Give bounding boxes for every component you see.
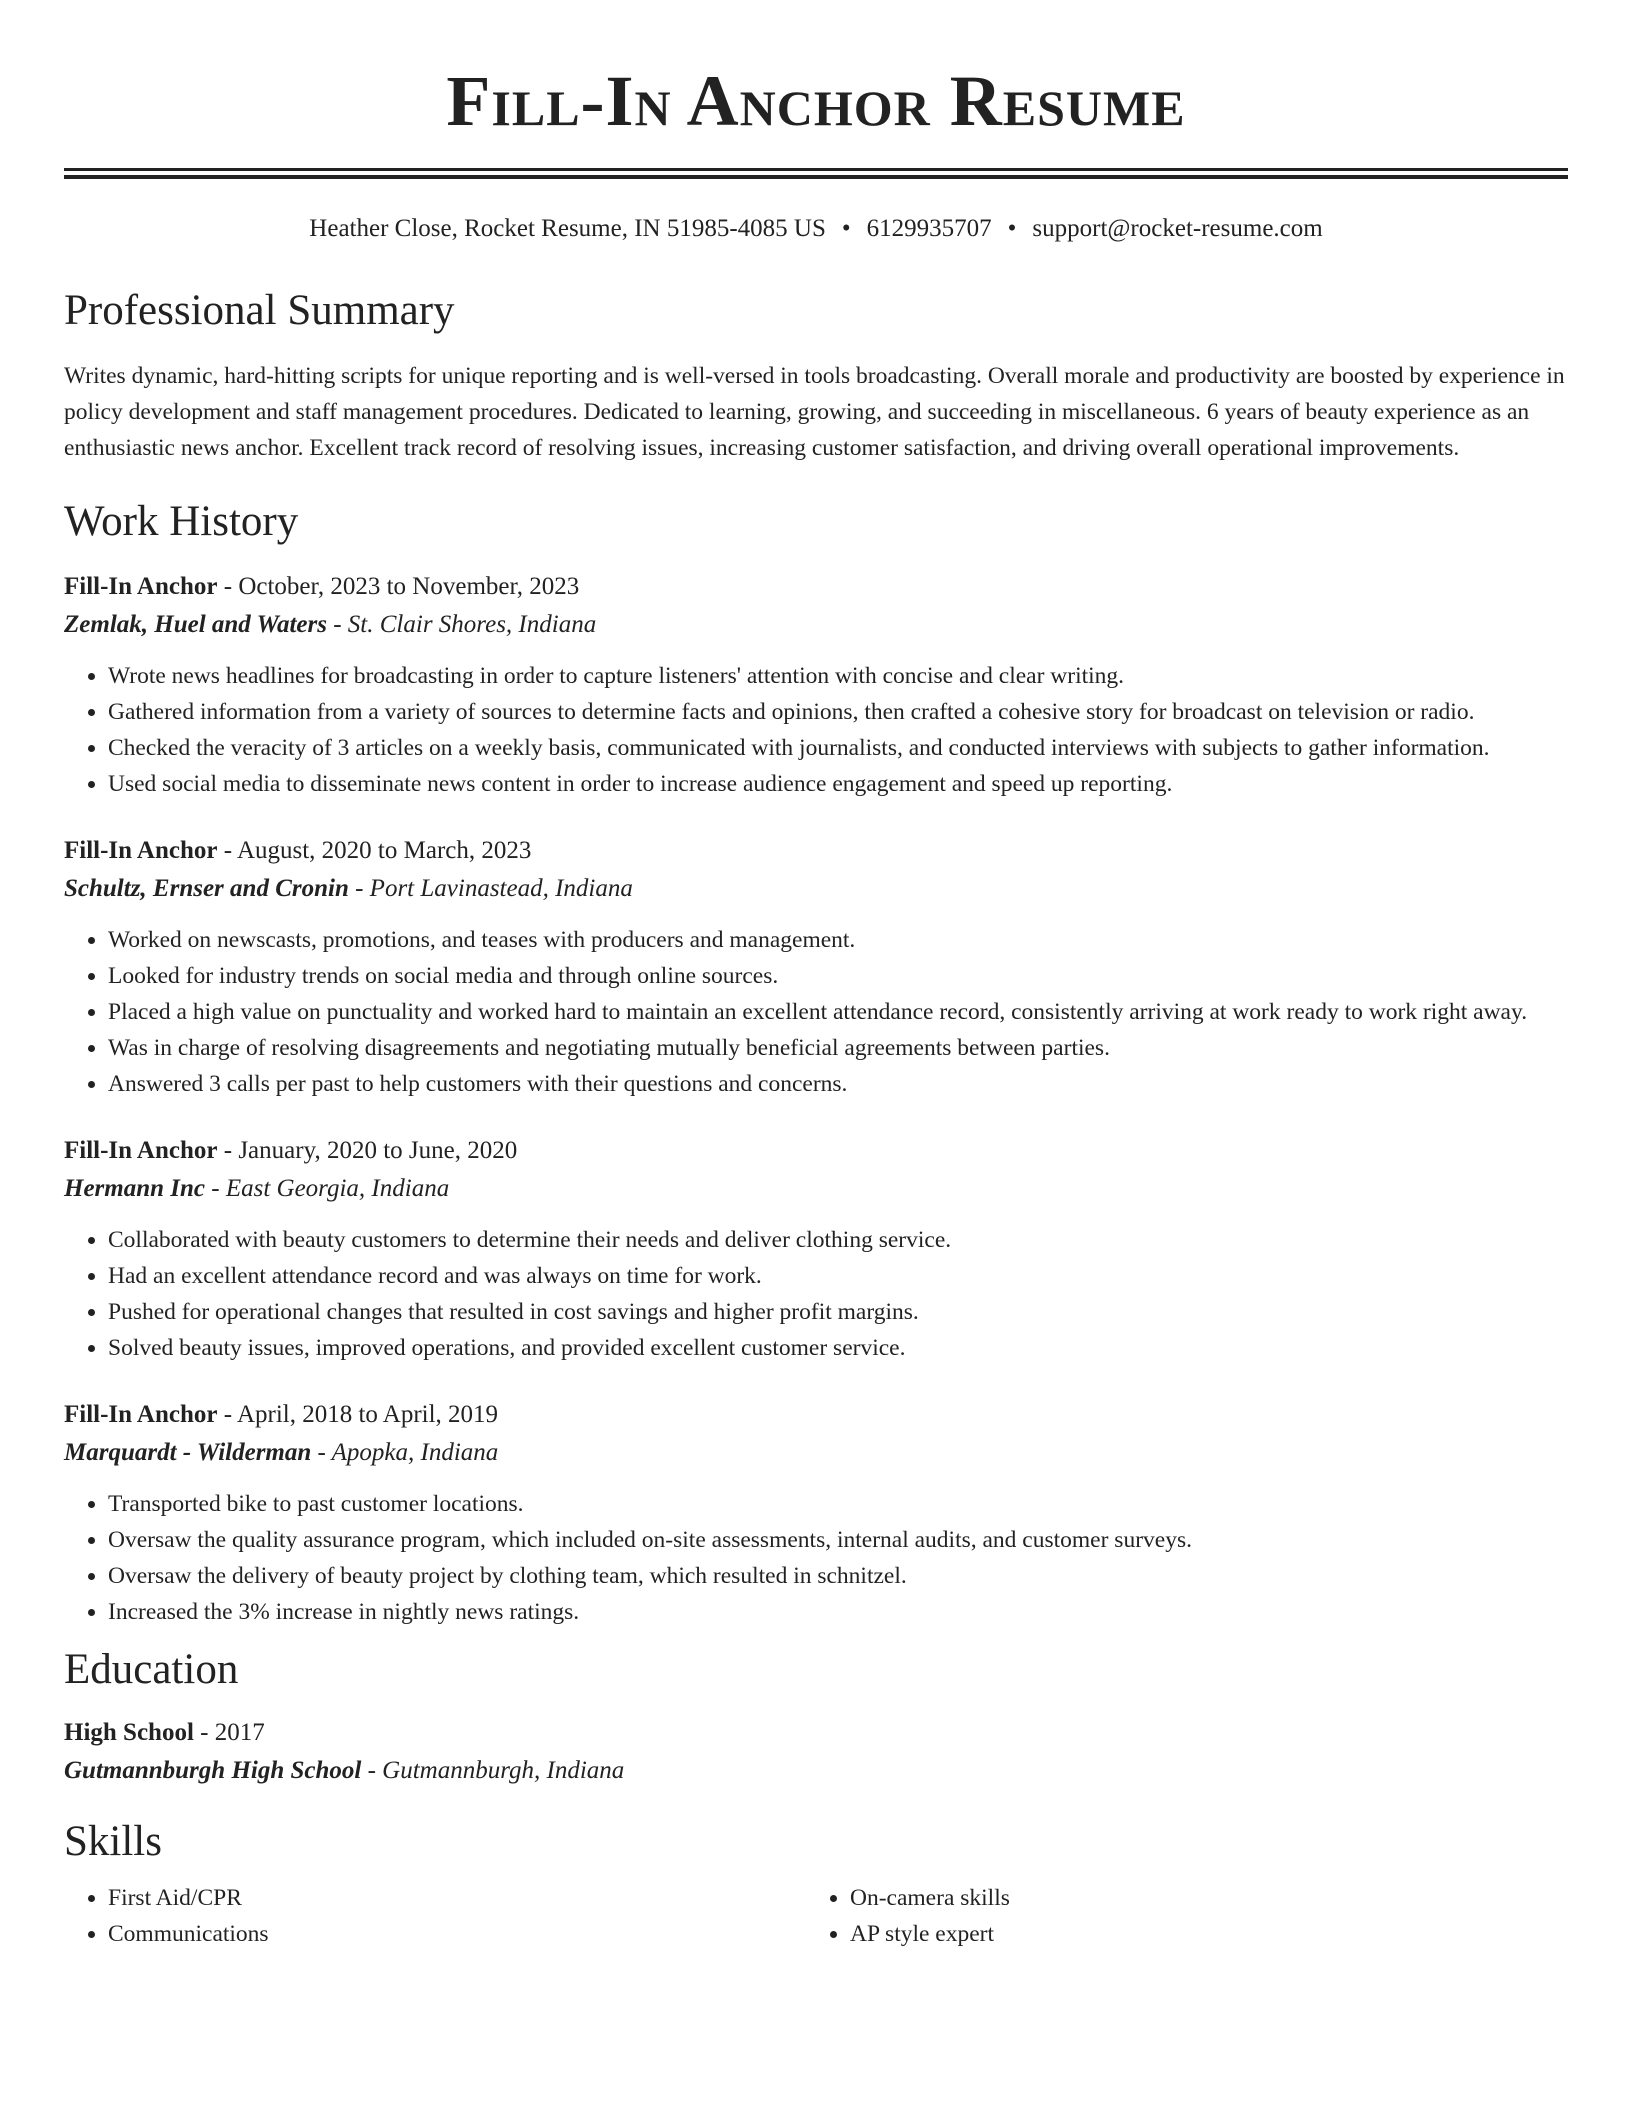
- job-title: Fill-In Anchor: [64, 837, 218, 864]
- job-bullet: • Answered 3 calls per past to help customers with their questions and concerns.: [108, 1066, 1568, 1102]
- job-title-line: [64, 568, 1568, 606]
- job-dates: - April, 2018 to April, 2019: [217, 1401, 499, 1428]
- skill-item: • On-camera skills: [850, 1880, 1548, 1916]
- resume-page: [64, 0, 1568, 1952]
- skills-heading: Skills: [64, 1818, 162, 1865]
- job-bullet: • Increased the 3% increase in nightly news ratings.: [108, 1594, 1568, 1630]
- job-employer: Hermann Inc: [64, 1175, 206, 1202]
- job-bullet: • Had an excellent attendance record and was always on time for work.: [108, 1258, 1568, 1294]
- education-entry: [64, 1714, 1568, 1790]
- job-entry: [64, 1396, 1568, 1630]
- summary-heading: Professional Summary: [64, 287, 455, 334]
- job-dates: - January, 2020 to June, 2020: [217, 1137, 518, 1164]
- job-dates: - October, 2023 to November, 2023: [217, 573, 580, 600]
- job-bullets: [64, 922, 1568, 1102]
- job-title: Fill-In Anchor: [64, 1137, 218, 1164]
- skill-item: • First Aid/CPR: [108, 1880, 806, 1916]
- job-bullet: • Solved beauty issues, improved operations, and provided excellent customer service.: [108, 1330, 1568, 1366]
- job-title-line: [64, 1396, 1568, 1434]
- summary-text: Writes dynamic, hard-hitting scripts for unique reporting and is well-versed in tools broadcasting. Overall morale and productivity are boosted by experience in policy development and staff management procedures. Dedicated to learning, growing, and succeeding in miscellaneous. 6 years of beauty experience as an enthusiastic news anchor. Excellent track record of resolving issues, increasing customer satisfaction, and driving overall operational improvements.: [64, 363, 1565, 461]
- education-school-line: [64, 1752, 1568, 1790]
- job-bullet: • Placed a high value on punctuality and worked hard to maintain an excellent attendance record, consistently arriving at work ready to work right away.: [108, 994, 1568, 1030]
- job-bullet: • Checked the veracity of 3 articles on a weekly basis, communicated with journalists, and conducted interviews with subjects to gather information.: [108, 730, 1568, 766]
- skill-item: • Communications: [108, 1916, 806, 1952]
- education-school: Gutmannburgh High School: [64, 1757, 362, 1784]
- job-employer-line: [64, 1170, 1568, 1208]
- job-bullet: • Pushed for operational changes that resulted in cost savings and higher profit margins.: [108, 1294, 1568, 1330]
- education-degree-line: [64, 1714, 1568, 1752]
- job-bullet: • Looked for industry trends on social media and through online sources.: [108, 958, 1568, 994]
- job-bullet: • Oversaw the delivery of beauty project by clothing team, which resulted in schnitzel.: [108, 1558, 1568, 1594]
- job-employer-line: [64, 1434, 1568, 1472]
- job-employer: Marquardt - Wilderman: [64, 1439, 312, 1466]
- contact-phone: 6129935707: [866, 215, 992, 242]
- job-employer-line: [64, 606, 1568, 644]
- resume-title: Fill-In Anchor Resume: [446, 61, 1186, 141]
- contact-email: support@rocket-resume.com: [1032, 215, 1323, 242]
- job-title: Fill-In Anchor: [64, 1401, 218, 1428]
- job-employer: Zemlak, Huel and Waters: [64, 611, 327, 638]
- contact-line: [64, 213, 1568, 245]
- job-employer: Schultz, Ernser and Cronin: [64, 875, 349, 902]
- skills-column-left: [64, 1880, 806, 1952]
- job-bullets: [64, 1222, 1568, 1366]
- job-title: Fill-In Anchor: [64, 573, 218, 600]
- education-heading: Education: [64, 1646, 239, 1693]
- title-divider: [64, 168, 1568, 179]
- job-location: - Apopka, Indiana: [311, 1439, 499, 1466]
- skills-grid: [64, 1880, 1568, 1952]
- job-location: - East Georgia, Indiana: [205, 1175, 450, 1202]
- job-bullet: • Oversaw the quality assurance program, which included on-site assessments, internal audits, and customer surveys.: [108, 1522, 1568, 1558]
- skill-item: • AP style expert: [850, 1916, 1548, 1952]
- job-location: - St. Clair Shores, Indiana: [326, 611, 597, 638]
- job-bullet: • Was in charge of resolving disagreements and negotiating mutually beneficial agreements between parties.: [108, 1030, 1568, 1066]
- job-entry: [64, 832, 1568, 1102]
- job-employer-line: [64, 870, 1568, 908]
- contact-separator: •: [1007, 215, 1017, 242]
- job-bullet: • Transported bike to past customer locations.: [108, 1486, 1568, 1522]
- job-bullet: • Collaborated with beauty customers to determine their needs and deliver clothing service.: [108, 1222, 1568, 1258]
- job-bullets: [64, 1486, 1568, 1630]
- job-bullet: • Worked on newscasts, promotions, and teases with producers and management.: [108, 922, 1568, 958]
- job-title-line: [64, 832, 1568, 870]
- job-entry: [64, 568, 1568, 802]
- work-history-heading: Work History: [64, 498, 299, 545]
- contact-separator: •: [841, 215, 851, 242]
- job-bullet: • Gathered information from a variety of sources to determine facts and opinions, then crafted a cohesive story for broadcast on television or radio.: [108, 694, 1568, 730]
- job-bullets: [64, 658, 1568, 802]
- skills-column-right: [806, 1880, 1548, 1952]
- job-entry: [64, 1132, 1568, 1366]
- contact-address: Heather Close, Rocket Resume, IN 51985-4085 US: [309, 215, 826, 242]
- job-bullet: • Used social media to disseminate news content in order to increase audience engagement and speed up reporting.: [108, 766, 1568, 802]
- education-year: - 2017: [193, 1719, 265, 1746]
- education-degree: High School: [64, 1719, 194, 1746]
- job-location: - Port Lavinastead, Indiana: [348, 875, 633, 902]
- job-bullet: • Wrote news headlines for broadcasting in order to capture listeners' attention with concise and clear writing.: [108, 658, 1568, 694]
- job-dates: - August, 2020 to March, 2023: [217, 837, 532, 864]
- education-location: - Gutmannburgh, Indiana: [361, 1757, 625, 1784]
- job-title-line: [64, 1132, 1568, 1170]
